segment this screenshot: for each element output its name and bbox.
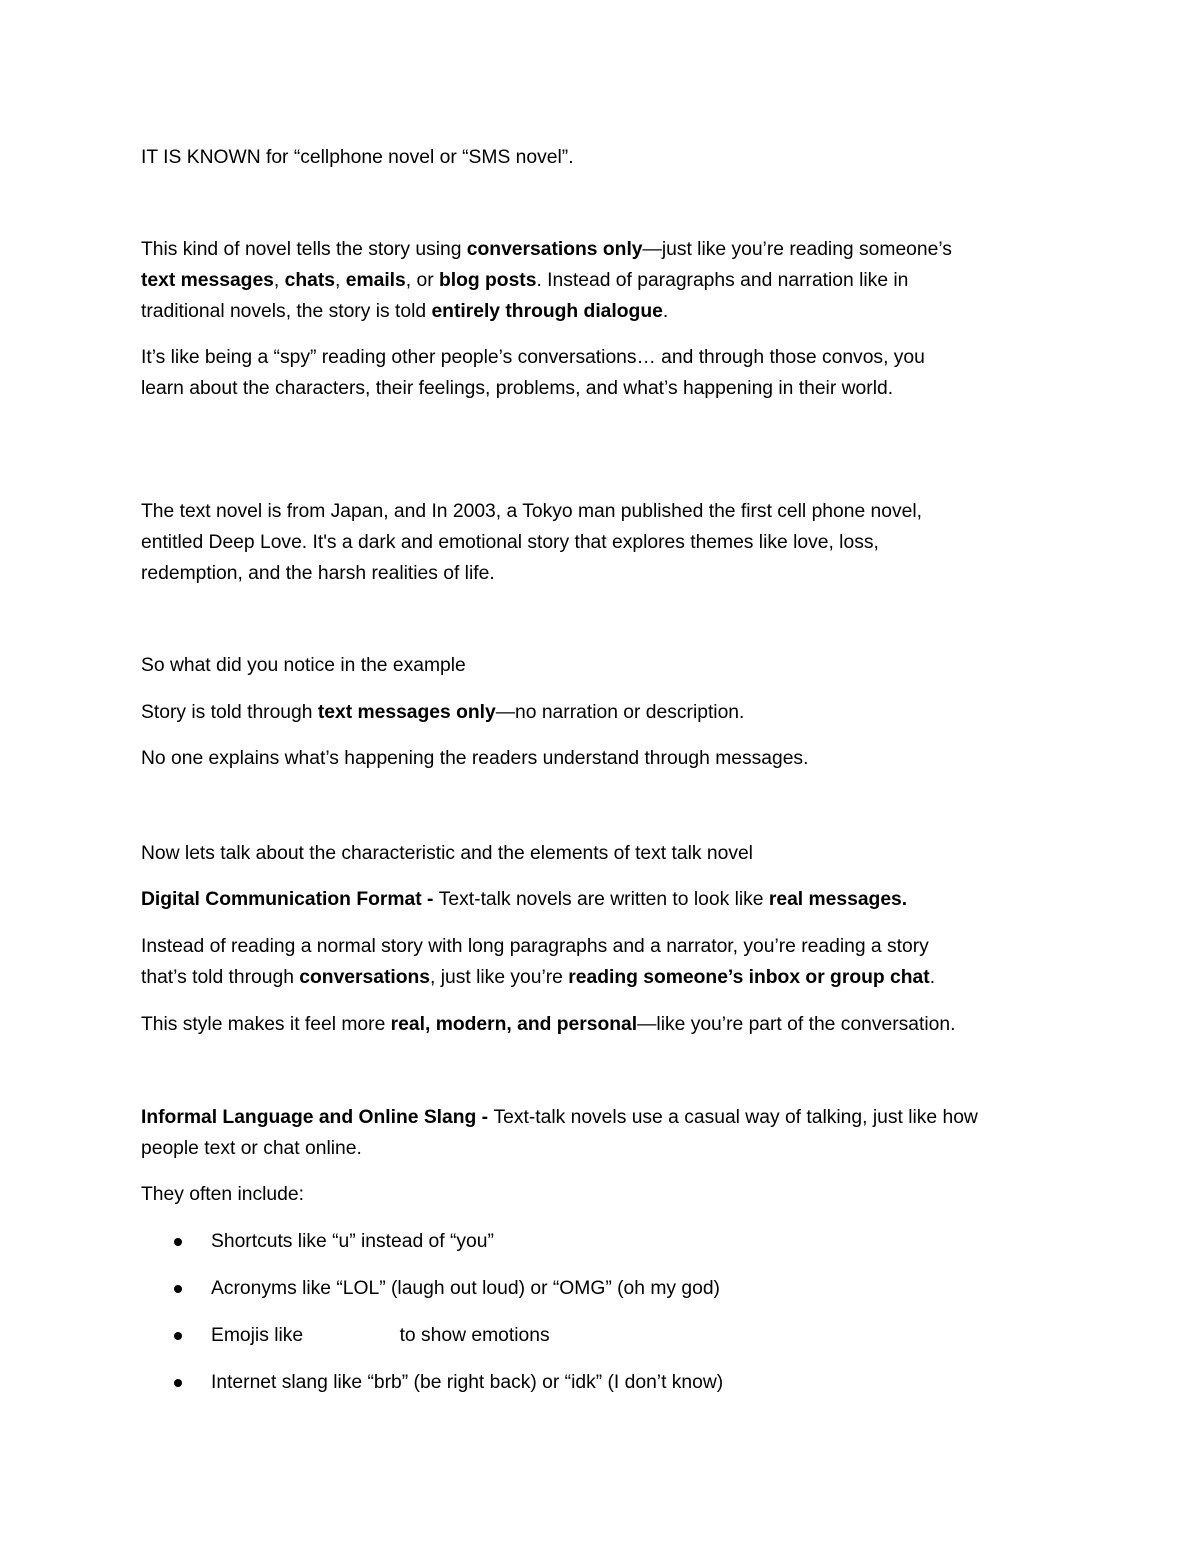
paragraph-1-line-1: This kind of novel tells the story using conversations only—just like you’re reading someone’s bbox=[141, 239, 952, 260]
paragraph-5: Story is told through text messages only—no narration or description. bbox=[141, 702, 745, 723]
paragraph-2-line-1: It’s like being a “spy” reading other people’s conversations… and through those convos, you bbox=[141, 347, 925, 368]
paragraph-11-line-2: people text or chat online. bbox=[141, 1138, 362, 1159]
list-item: Internet slang like “brb” (be right back) or “idk” (I don’t know) bbox=[211, 1372, 724, 1393]
intro-line: IT IS KNOWN for “cellphone novel or “SMS novel”. bbox=[141, 147, 574, 168]
paragraph-8: Digital Communication Format - Text-talk novels are written to look like real messages. bbox=[141, 889, 908, 910]
paragraph-4: So what did you notice in the example bbox=[141, 655, 466, 676]
list-item: Acronyms like “LOL” (laugh out loud) or “OMG” (oh my god) bbox=[211, 1278, 720, 1299]
paragraph-10: This style makes it feel more real, modern, and personal—like you’re part of the conversation. bbox=[141, 1014, 956, 1035]
paragraph-2-line-2: learn about the characters, their feelings, problems, and what’s happening in their world. bbox=[141, 378, 894, 399]
paragraph-9-line-2: that’s told through conversations, just like you’re reading someone’s inbox or group chat. bbox=[141, 967, 936, 988]
paragraph-1-line-3: traditional novels, the story is told entirely through dialogue. bbox=[141, 301, 669, 322]
paragraph-6: No one explains what’s happening the readers understand through messages. bbox=[141, 748, 809, 769]
paragraph-7: Now lets talk about the characteristic and the elements of text talk novel bbox=[141, 843, 753, 864]
list-item: Shortcuts like “u” instead of “you” bbox=[211, 1231, 494, 1252]
bullet-icon bbox=[174, 1379, 182, 1387]
paragraph-3-line-3: redemption, and the harsh realities of life. bbox=[141, 563, 495, 584]
bullet-icon bbox=[174, 1238, 182, 1246]
bullet-icon bbox=[174, 1285, 182, 1293]
bullet-icon bbox=[174, 1332, 182, 1340]
paragraph-9-line-1: Instead of reading a normal story with long paragraphs and a narrator, you’re reading a story bbox=[141, 936, 929, 957]
paragraph-1-line-2: text messages, chats, emails, or blog posts. Instead of paragraphs and narration like in bbox=[141, 270, 909, 291]
paragraph-3-line-2: entitled Deep Love. It's a dark and emotional story that explores themes like love, loss, bbox=[141, 532, 879, 553]
paragraph-11-line-1: Informal Language and Online Slang - Text-talk novels use a casual way of talking, just like how bbox=[141, 1107, 978, 1128]
list-item: Emojis like to show emotions bbox=[211, 1325, 550, 1346]
paragraph-3-line-1: The text novel is from Japan, and In 2003, a Tokyo man published the first cell phone novel, bbox=[141, 501, 923, 522]
paragraph-12: They often include: bbox=[141, 1184, 304, 1205]
